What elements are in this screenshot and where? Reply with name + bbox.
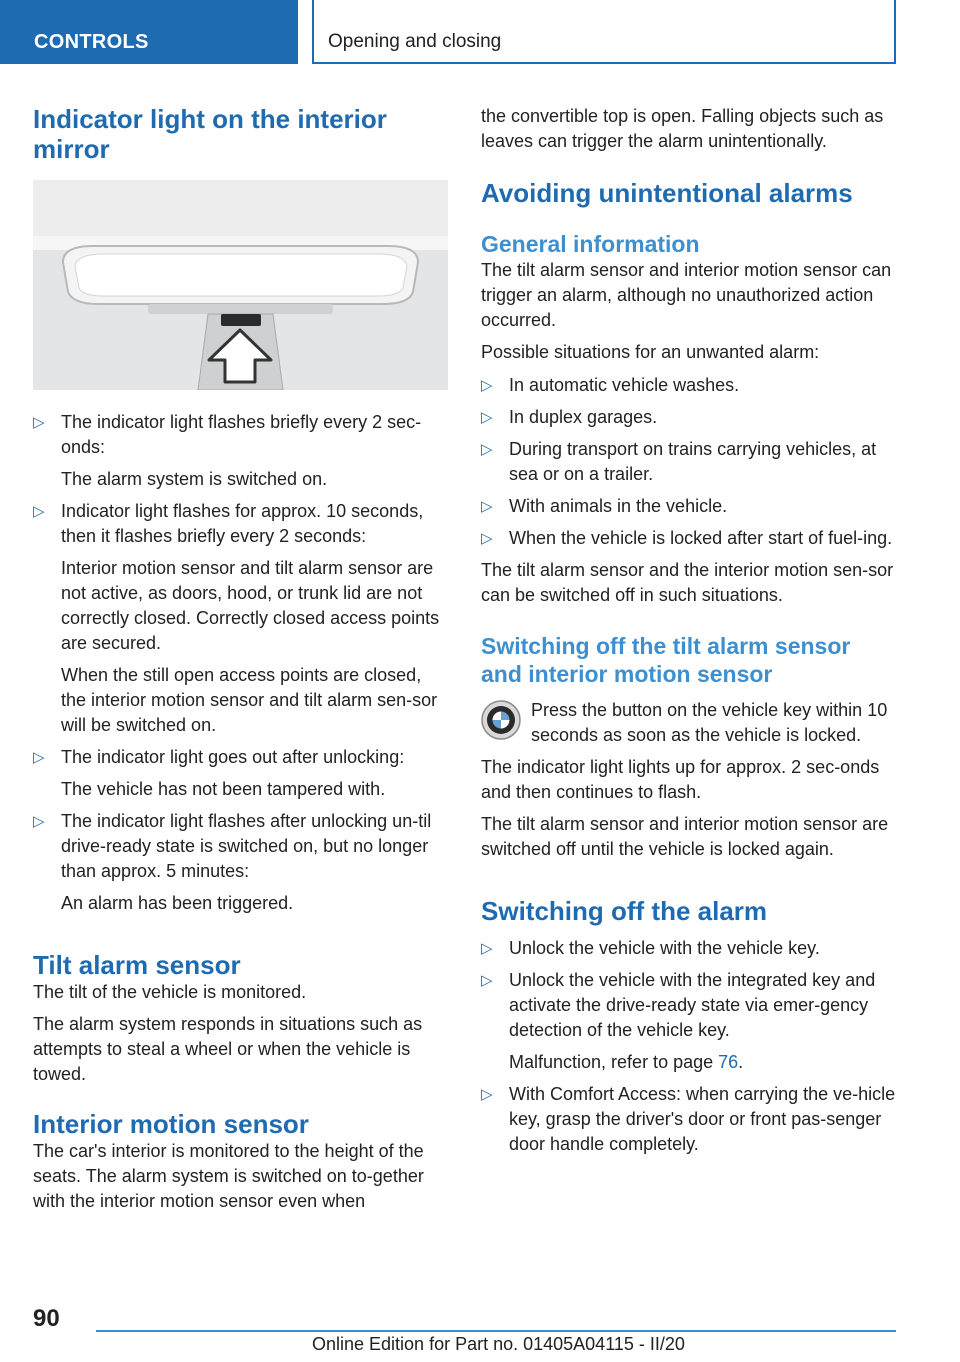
heading-tilt-alarm: Tilt alarm sensor xyxy=(33,950,241,980)
paragraph: The tilt alarm sensor and interior motion sensor are switched off until the vehicle is locked again. xyxy=(481,814,889,859)
right-column xyxy=(481,104,897,1164)
edition-note: Online Edition for Part no. 01405A04115 - II/20 xyxy=(312,1334,685,1354)
list-item: ▷ In automatic vehicle washes. xyxy=(481,373,897,398)
paragraph: The tilt of the vehicle is monitored. xyxy=(33,982,307,1002)
list-item-text: The indicator light flashes briefly every 2 sec‐onds: xyxy=(61,412,422,457)
list-item: ▷ Unlock the vehicle with the vehicle key. xyxy=(481,936,897,961)
list-item: ▷ With Comfort Access: when carrying the ve‐hicle key, grasp the driver's door or front pas‐senger door handle completely. xyxy=(481,1082,897,1157)
heading-interior-motion: Interior motion sensor xyxy=(33,1109,309,1139)
list-item-text: Indicator light flashes for approx. 10 seconds, then it flashes briefly every 2 seconds: xyxy=(61,501,424,546)
list-item xyxy=(33,410,448,492)
list-item: ▷ With animals in the vehicle. xyxy=(481,494,897,519)
list-item: ▷ During transport on trains carrying vehicles, at sea or on a trailer. xyxy=(481,437,897,487)
footer-divider xyxy=(96,1330,896,1332)
heading-general-info: General information xyxy=(481,231,700,257)
list-item-sub: When the still open access points are closed, the interior motion sensor and tilt alarm sen‐sor will be switched on. xyxy=(61,665,438,735)
paragraph: Press the button on the vehicle key within 10 seconds as soon as the vehicle is locked. xyxy=(531,700,888,745)
section-tab xyxy=(0,0,298,64)
list-item-sub: The alarm system is switched on. xyxy=(61,469,328,489)
situation-list xyxy=(481,373,897,551)
left-column xyxy=(33,104,448,1214)
list-item-sub xyxy=(509,1050,897,1075)
vehicle-key-button-icon xyxy=(481,700,521,740)
heading-avoiding-alarms: Avoiding unintentional alarms xyxy=(481,178,853,208)
list-item-sub: Interior motion sensor and tilt alarm sensor are not active, as doors, hood, or trunk lid are not correctly closed. Correctly closed access points are secured. xyxy=(61,558,440,653)
list-item: ▷ When the vehicle is locked after start of fuel‐ing. xyxy=(481,526,897,551)
page-number: 90 xyxy=(33,1305,60,1332)
paragraph: The tilt alarm sensor and interior motion sensor can trigger an alarm, although no unauthorized action occurred. xyxy=(481,260,892,330)
paragraph: The alarm system responds in situations such as attempts to steal a wheel or when the vehicle is towed. xyxy=(33,1014,423,1084)
chapter-tab xyxy=(312,0,896,64)
key-instruction xyxy=(481,698,897,748)
list-item-sub: The vehicle has not been tampered with. xyxy=(61,779,386,799)
list-item xyxy=(33,745,448,802)
list-item: ▷ In duplex garages. xyxy=(481,405,897,430)
page-ref-suffix: . xyxy=(738,1052,744,1072)
paragraph: The indicator light lights up for approx. 2 sec‐onds and then continues to flash. xyxy=(481,757,880,802)
section-title: CONTROLS xyxy=(34,31,149,53)
list-item xyxy=(33,809,448,916)
page-ref-link[interactable]: 76 xyxy=(718,1052,739,1072)
list-item xyxy=(33,499,448,738)
alarm-list xyxy=(481,936,897,1157)
heading-switch-off-alarm: Switching off the alarm xyxy=(481,896,768,926)
paragraph: the convertible top is open. Falling objects such as leaves can trigger the alarm unintentionally. xyxy=(481,106,884,151)
paragraph: The tilt alarm sensor and the interior motion sen‐sor can be switched off in such situations. xyxy=(481,560,894,605)
list-item-text: The indicator light goes out after unlocking: xyxy=(61,747,405,767)
indicator-list xyxy=(33,410,448,916)
interior-mirror-illustration xyxy=(33,180,448,390)
list-item-text: The indicator light flashes after unlocking un‐til drive-ready state is switched on, but no longer than approx. 5 minutes: xyxy=(61,811,432,881)
heading-indicator-light: Indicator light on the interior mirror xyxy=(33,104,387,164)
list-item xyxy=(481,968,897,1075)
paragraph: Possible situations for an unwanted alarm: xyxy=(481,342,820,362)
list-item-sub: An alarm has been triggered. xyxy=(61,893,294,913)
paragraph: The car's interior is monitored to the height of the seats. The alarm system is switched on to‐gether with the interior motion sensor even when xyxy=(33,1141,424,1211)
list-item-text: Unlock the vehicle with the integrated key and activate the drive-ready state via emer‐gency detection of the vehicle key. xyxy=(509,970,876,1040)
chapter-title: Opening and closing xyxy=(328,31,502,52)
heading-switch-off-sensor: Switching off the tilt alarm sensor and interior motion sensor xyxy=(481,633,851,687)
page-ref-prefix: Malfunction, refer to page xyxy=(509,1052,719,1072)
